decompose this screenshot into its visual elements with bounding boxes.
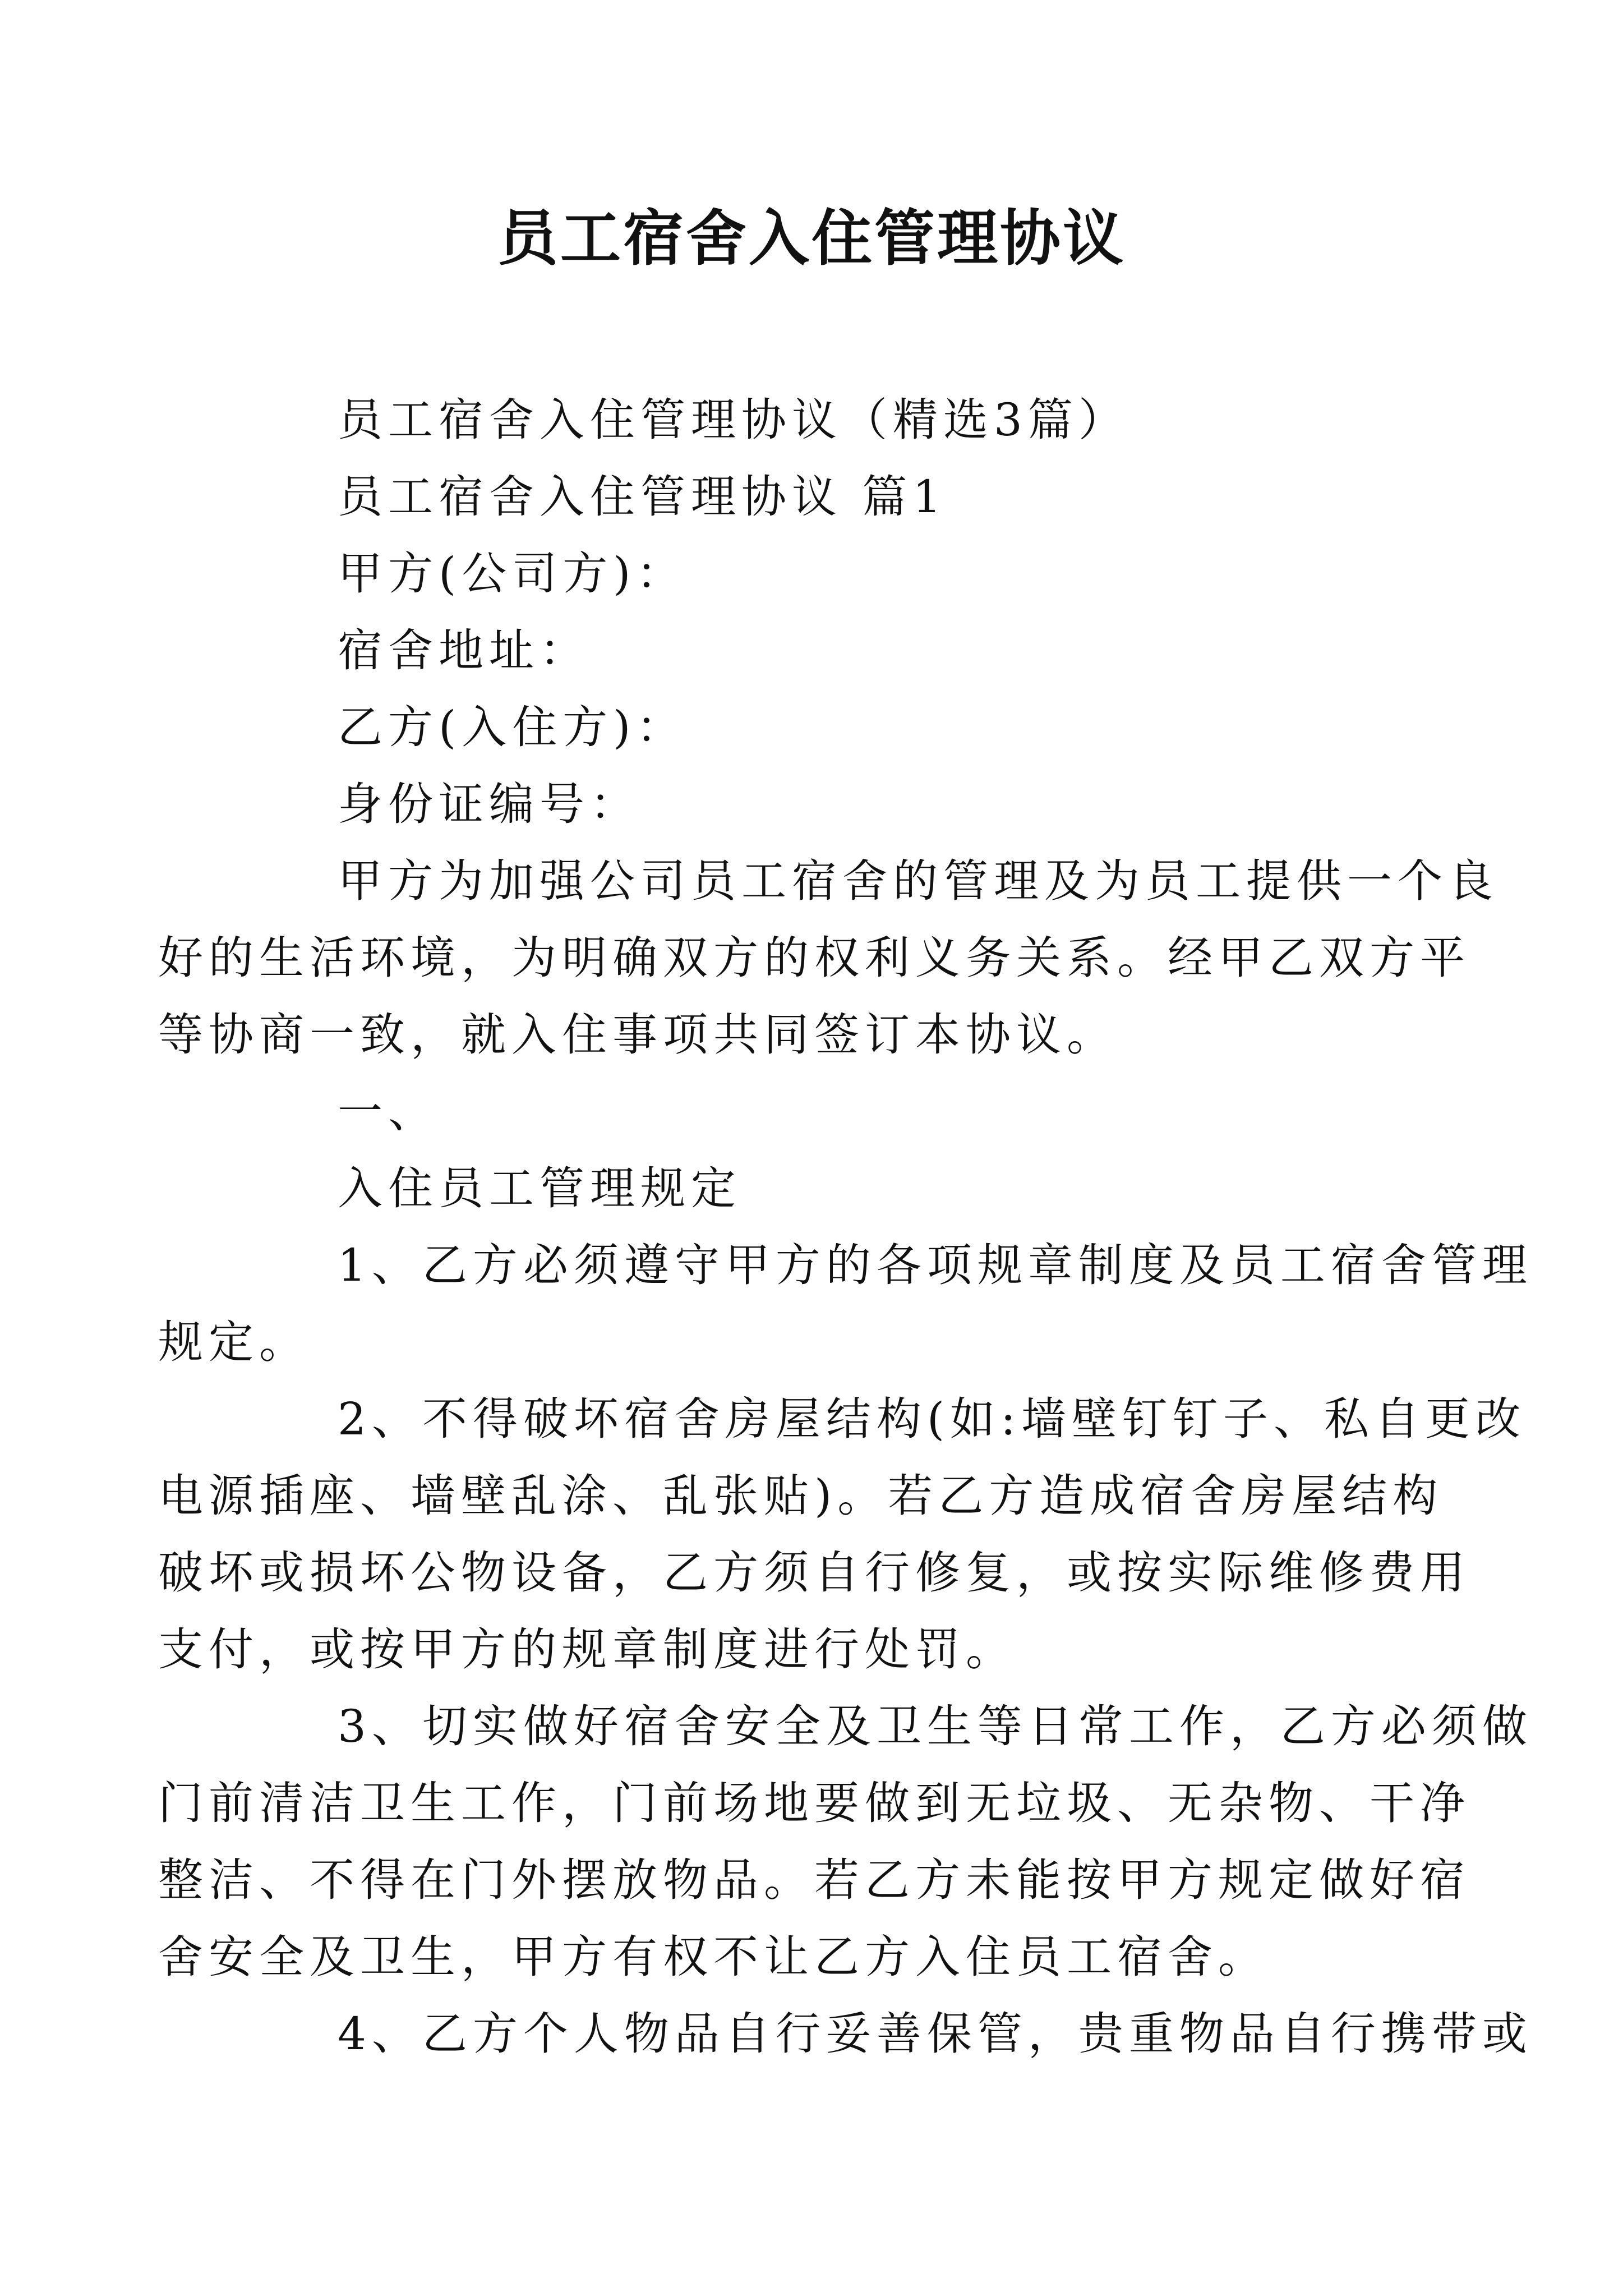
paragraph [248, 535, 1381, 612]
paragraph [158, 843, 1498, 1073]
text-line: 入住员工管理规定 [338, 1162, 741, 1214]
paragraph [158, 1227, 1533, 1381]
text-line: 破坏或损坏公物设备，乙方须自行修复，或按实际维修费用 [158, 1547, 1470, 1599]
document-title: 员工宿舍入住管理协议 [497, 203, 1126, 274]
paragraph [248, 1150, 1381, 1227]
text-line: 4、乙方个人物品自行妥善保管，贵重物品自行携带或 [338, 2008, 1533, 2060]
text-line: 电源插座、墙壁乱涂、乱张贴)。若乙方造成宿舍房屋结构 [158, 1470, 1444, 1522]
text-line: 1、乙方必须遵守甲方的各项规章制度及员工宿舍管理 [338, 1239, 1533, 1291]
paragraph [248, 381, 1381, 458]
paragraph [248, 458, 1381, 535]
text-line: 甲方为加强公司员工宿舍的管理及为员工提供一个良 [338, 855, 1498, 907]
paragraph [248, 612, 1381, 689]
text-line: 好的生活环境，为明确双方的权利义务关系。经甲乙双方平 [158, 932, 1470, 984]
paragraph [158, 1381, 1527, 1688]
text-line: 门前清洁卫生工作，门前场地要做到无垃圾、无杂物、干净 [158, 1777, 1470, 1829]
text-line: 身份证编号： [338, 778, 640, 830]
text-line: 甲方(公司方)： [338, 547, 687, 600]
paragraph [248, 1995, 1533, 2072]
text-line: 宿舍地址： [338, 624, 590, 677]
paragraph [248, 1073, 1381, 1150]
paragraph [158, 1688, 1533, 1995]
document-body [158, 381, 1533, 2072]
text-line: 一、 [338, 1085, 439, 1138]
text-line: 规定。 [158, 1316, 310, 1368]
paragraph [248, 766, 1381, 843]
text-line: 乙方(入住方)： [338, 701, 687, 753]
text-line: 舍安全及卫生，甲方有权不让乙方入住员工宿舍。 [158, 1931, 1269, 1983]
text-line: 员工宿舍入住管理协议（精选3篇） [338, 394, 1129, 446]
text-line: 3、切实做好宿舍安全及卫生等日常工作，乙方必须做 [338, 1700, 1533, 1752]
text-line: 2、不得破坏宿舍房屋结构(如:墙壁钉钉子、私自更改 [338, 1393, 1527, 1445]
text-line: 支付，或按甲方的规章制度进行处罚。 [158, 1623, 1016, 1676]
paragraph [248, 689, 1381, 766]
text-line: 等协商一致，就入住事项共同签订本协议。 [158, 1009, 1117, 1061]
text-line: 员工宿舍入住管理协议 篇1 [338, 471, 947, 523]
text-line: 整洁、不得在门外摆放物品。若乙方未能按甲方规定做好宿 [158, 1854, 1470, 1906]
